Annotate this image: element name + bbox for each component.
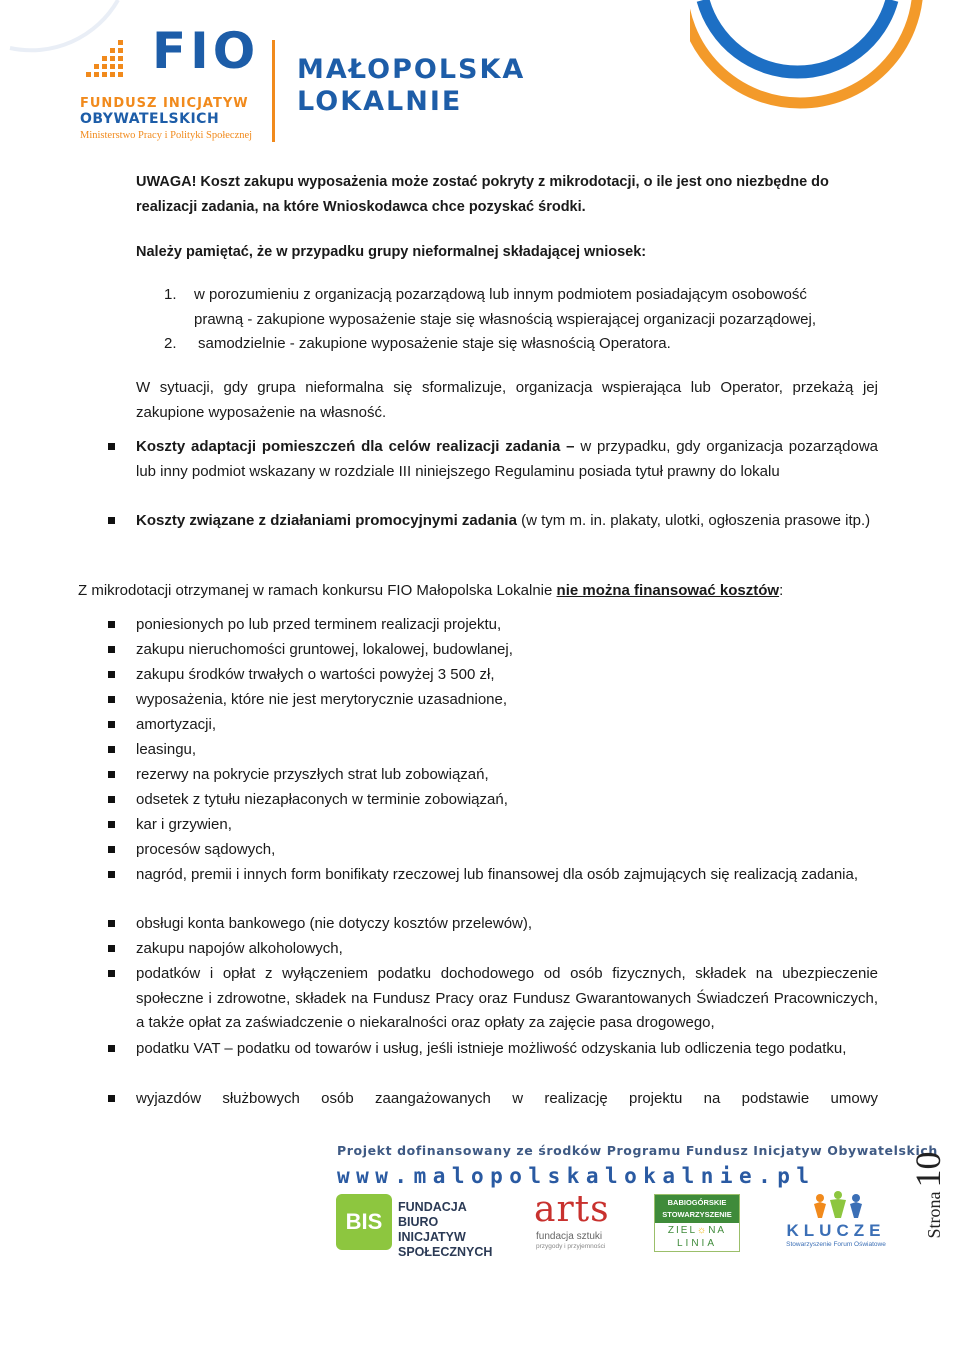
list-item: nagród, premii i innych form bonifikaty rzeczowej lub finansowej dla osób zajmujących się realizacją zadania, [136, 866, 859, 883]
bullet-square-icon [108, 517, 115, 524]
babio-logo-line3 [655, 1225, 739, 1237]
bis-logo-mark: BIS [336, 1194, 392, 1250]
list-item: odsetek z tytułu niezapłaconych w terminie zobowiązań, [136, 791, 508, 808]
list-item: amortyzacji, [136, 716, 217, 733]
list-item: procesów sądowych, [136, 841, 276, 858]
list-number: 2. [164, 335, 177, 352]
bullet-square-icon [108, 443, 115, 450]
bullet-square-icon [108, 796, 115, 803]
arts-logo-line1: fundacja sztuki [536, 1231, 603, 1242]
numbered-item-2-line1: samodzielnie - zakupione wyposażenie staje się własnością Operatora. [198, 335, 671, 352]
bullet-square-icon [108, 646, 115, 653]
fio-logo-ministry: Ministerstwo Pracy i Polityki Społecznej [80, 130, 253, 141]
list-item: leasingu, [136, 741, 197, 758]
bis-logo-line2: BIURO INICJATYW [398, 1215, 466, 1244]
babio-logo-word-part2: NA [708, 1225, 727, 1236]
fio-logo-text: FIO [152, 22, 260, 80]
cost-item-text: w przypadku, gdy organizacja pozarządowa lub inny podmiot wskazany w rozdziale III niniejszego Regulaminu posiada tytuł prawny do lokalu [136, 438, 879, 480]
bullet-square-icon [108, 746, 115, 753]
babio-logo-word-part1: ZIEL [667, 1225, 698, 1236]
excluded-intro-colon: : [779, 582, 784, 599]
numbered-item-1-line1: w porozumieniu z organizacją pozarządową lub innym podmiotem posiadającym osobowość [194, 286, 807, 303]
cost-item-title: Koszty związane z działaniami promocyjnymi zadania [136, 512, 517, 529]
numbered-item-1-line2: prawną - zakupione wyposażenie staje się własnością wspierającej organizacji pozarządowej, [194, 311, 816, 328]
excluded-intro-text: Z mikrodotacji otrzymanej w ramach konkursu FIO Małopolska Lokalnie [78, 582, 553, 599]
excluded-intro [78, 579, 898, 604]
list-item: podatków i opłat z wyłączeniem podatku dochodowego od osób fizycznych, składek na ubezpieczenie społeczne i zdrowotne, składek na Fundusz Pracy oraz Fundusz Gwarantowanych Świadczeń Pracowniczych, a także opłat za zaświadczenie o niekaralności oraz opłaty za zajęcie pasa drogowego, [136, 965, 878, 1031]
bullet-square-icon [108, 970, 115, 977]
malopolska-lokalnie-logo [297, 54, 525, 118]
page-number-block [898, 1140, 958, 1250]
babio-logo-line2: STOWARZYSZENIE [662, 1210, 732, 1219]
page-label: Strona [924, 1191, 944, 1239]
sun-icon: ☼ [697, 1225, 709, 1236]
cost-item-title: Koszty adaptacji pomieszczeń dla celów realizacji zadania – [136, 438, 575, 455]
klucze-logo-subtitle: Stowarzyszenie Forum Oświatowe [786, 1241, 886, 1248]
babio-logo-line1: BABIOGÓRSKIE [667, 1198, 727, 1207]
list-number: 1. [164, 286, 177, 303]
babiogorskie-association-logo [654, 1194, 740, 1252]
list-item: obsługi konta bankowego (nie dotyczy kosztów przelewów), [136, 915, 533, 932]
list-item: podatku VAT – podatku od towarów i usług, jeśli istnieje możliwość odzyskania lub odliczenia tego podatku, [136, 1040, 847, 1057]
formalize-paragraph: W sytuacji, gdy grupa nieformalna się sformalizuje, organizacja wspierająca lub Operator, przekażą jej zakupione wyposażenie na własność. [136, 379, 878, 421]
bullet-square-icon [108, 945, 115, 952]
malopolska-logo-line2: LOKALNIE [297, 85, 463, 117]
warning-paragraph: UWAGA! Koszt zakupu wyposażenia może zostać pokryty z mikrodotacji, o ile jest ono niezbędne do realizacji zadania, na które Wnioskodawca chce pozyskać środki. [136, 174, 829, 215]
bis-foundation-logo [336, 1194, 504, 1259]
list-item: zakupu środków trwałych o wartości powyżej 3 500 zł, [136, 666, 495, 683]
bullet-square-icon [108, 1095, 115, 1102]
bis-logo-line3: SPOŁECZNYCH [398, 1245, 493, 1259]
list-item: poniesionych po lub przed terminem realizacji projektu, [136, 616, 502, 633]
list-item: rezerwy na pokrycie przyszłych strat lub zobowiązań, [136, 766, 489, 783]
list-item [136, 435, 878, 484]
babio-logo-line4: LINIA [676, 1238, 717, 1249]
footer-project-line: Projekt dofinansowany ze środków Programu Fundusz Inicjatyw Obywatelskich [337, 1143, 938, 1158]
bullet-square-icon [108, 821, 115, 828]
arts-logo-mark: arts [534, 1189, 610, 1230]
bullet-square-icon [108, 771, 115, 778]
bis-logo-line1: FUNDACJA [398, 1200, 467, 1214]
bullet-square-icon [108, 721, 115, 728]
babio-logo-header [655, 1195, 739, 1223]
klucze-association-logo [780, 1190, 892, 1252]
footer-website: www.malopolskalokalnie.pl [337, 1164, 816, 1188]
bis-logo-text [398, 1200, 504, 1260]
fio-logo-line2: OBYWATELSKICH [80, 111, 220, 127]
header-divider [272, 40, 275, 142]
bullet-square-icon [108, 696, 115, 703]
list-item: zakupu nieruchomości gruntowej, lokalowej, budowlanej, [136, 641, 513, 658]
cost-item-text: (w tym m. in. plakaty, ulotki, ogłoszenia prasowe itp.) [521, 512, 871, 529]
list-item [136, 509, 878, 534]
bullet-square-icon [108, 846, 115, 853]
fio-dots-icon [80, 38, 130, 86]
decorative-rings-graphic [690, 0, 960, 130]
bullet-square-icon [108, 671, 115, 678]
list-item: wyposażenia, które nie jest merytorycznie uzasadnione, [136, 691, 508, 708]
list-item: zakupu napojów alkoholowych, [136, 940, 343, 957]
bullet-square-icon [108, 1045, 115, 1052]
bullet-square-icon [108, 621, 115, 628]
people-figures-icon [808, 1190, 868, 1222]
bullet-square-icon [108, 920, 115, 927]
arts-logo-line2: przygody i przyjemności [536, 1243, 606, 1250]
excluded-intro-underline: nie można finansować kosztów [556, 582, 780, 599]
bullet-square-icon [108, 871, 115, 878]
list-item: wyjazdów służbowych osób zaangażowanych w realizację projektu na podstawie umowy [136, 1090, 878, 1107]
fio-logo-line1: FUNDUSZ INICJATYW [80, 96, 249, 111]
remember-paragraph: Należy pamiętać, że w przypadku grupy nieformalnej składającej wniosek: [136, 244, 647, 260]
list-item: kar i grzywien, [136, 816, 232, 833]
arts-foundation-logo [530, 1190, 630, 1252]
klucze-logo-mark: KLUCZE [786, 1221, 886, 1240]
page-number: 10 [908, 1151, 948, 1188]
malopolska-logo-line1: MAŁOPOLSKA [297, 54, 526, 85]
